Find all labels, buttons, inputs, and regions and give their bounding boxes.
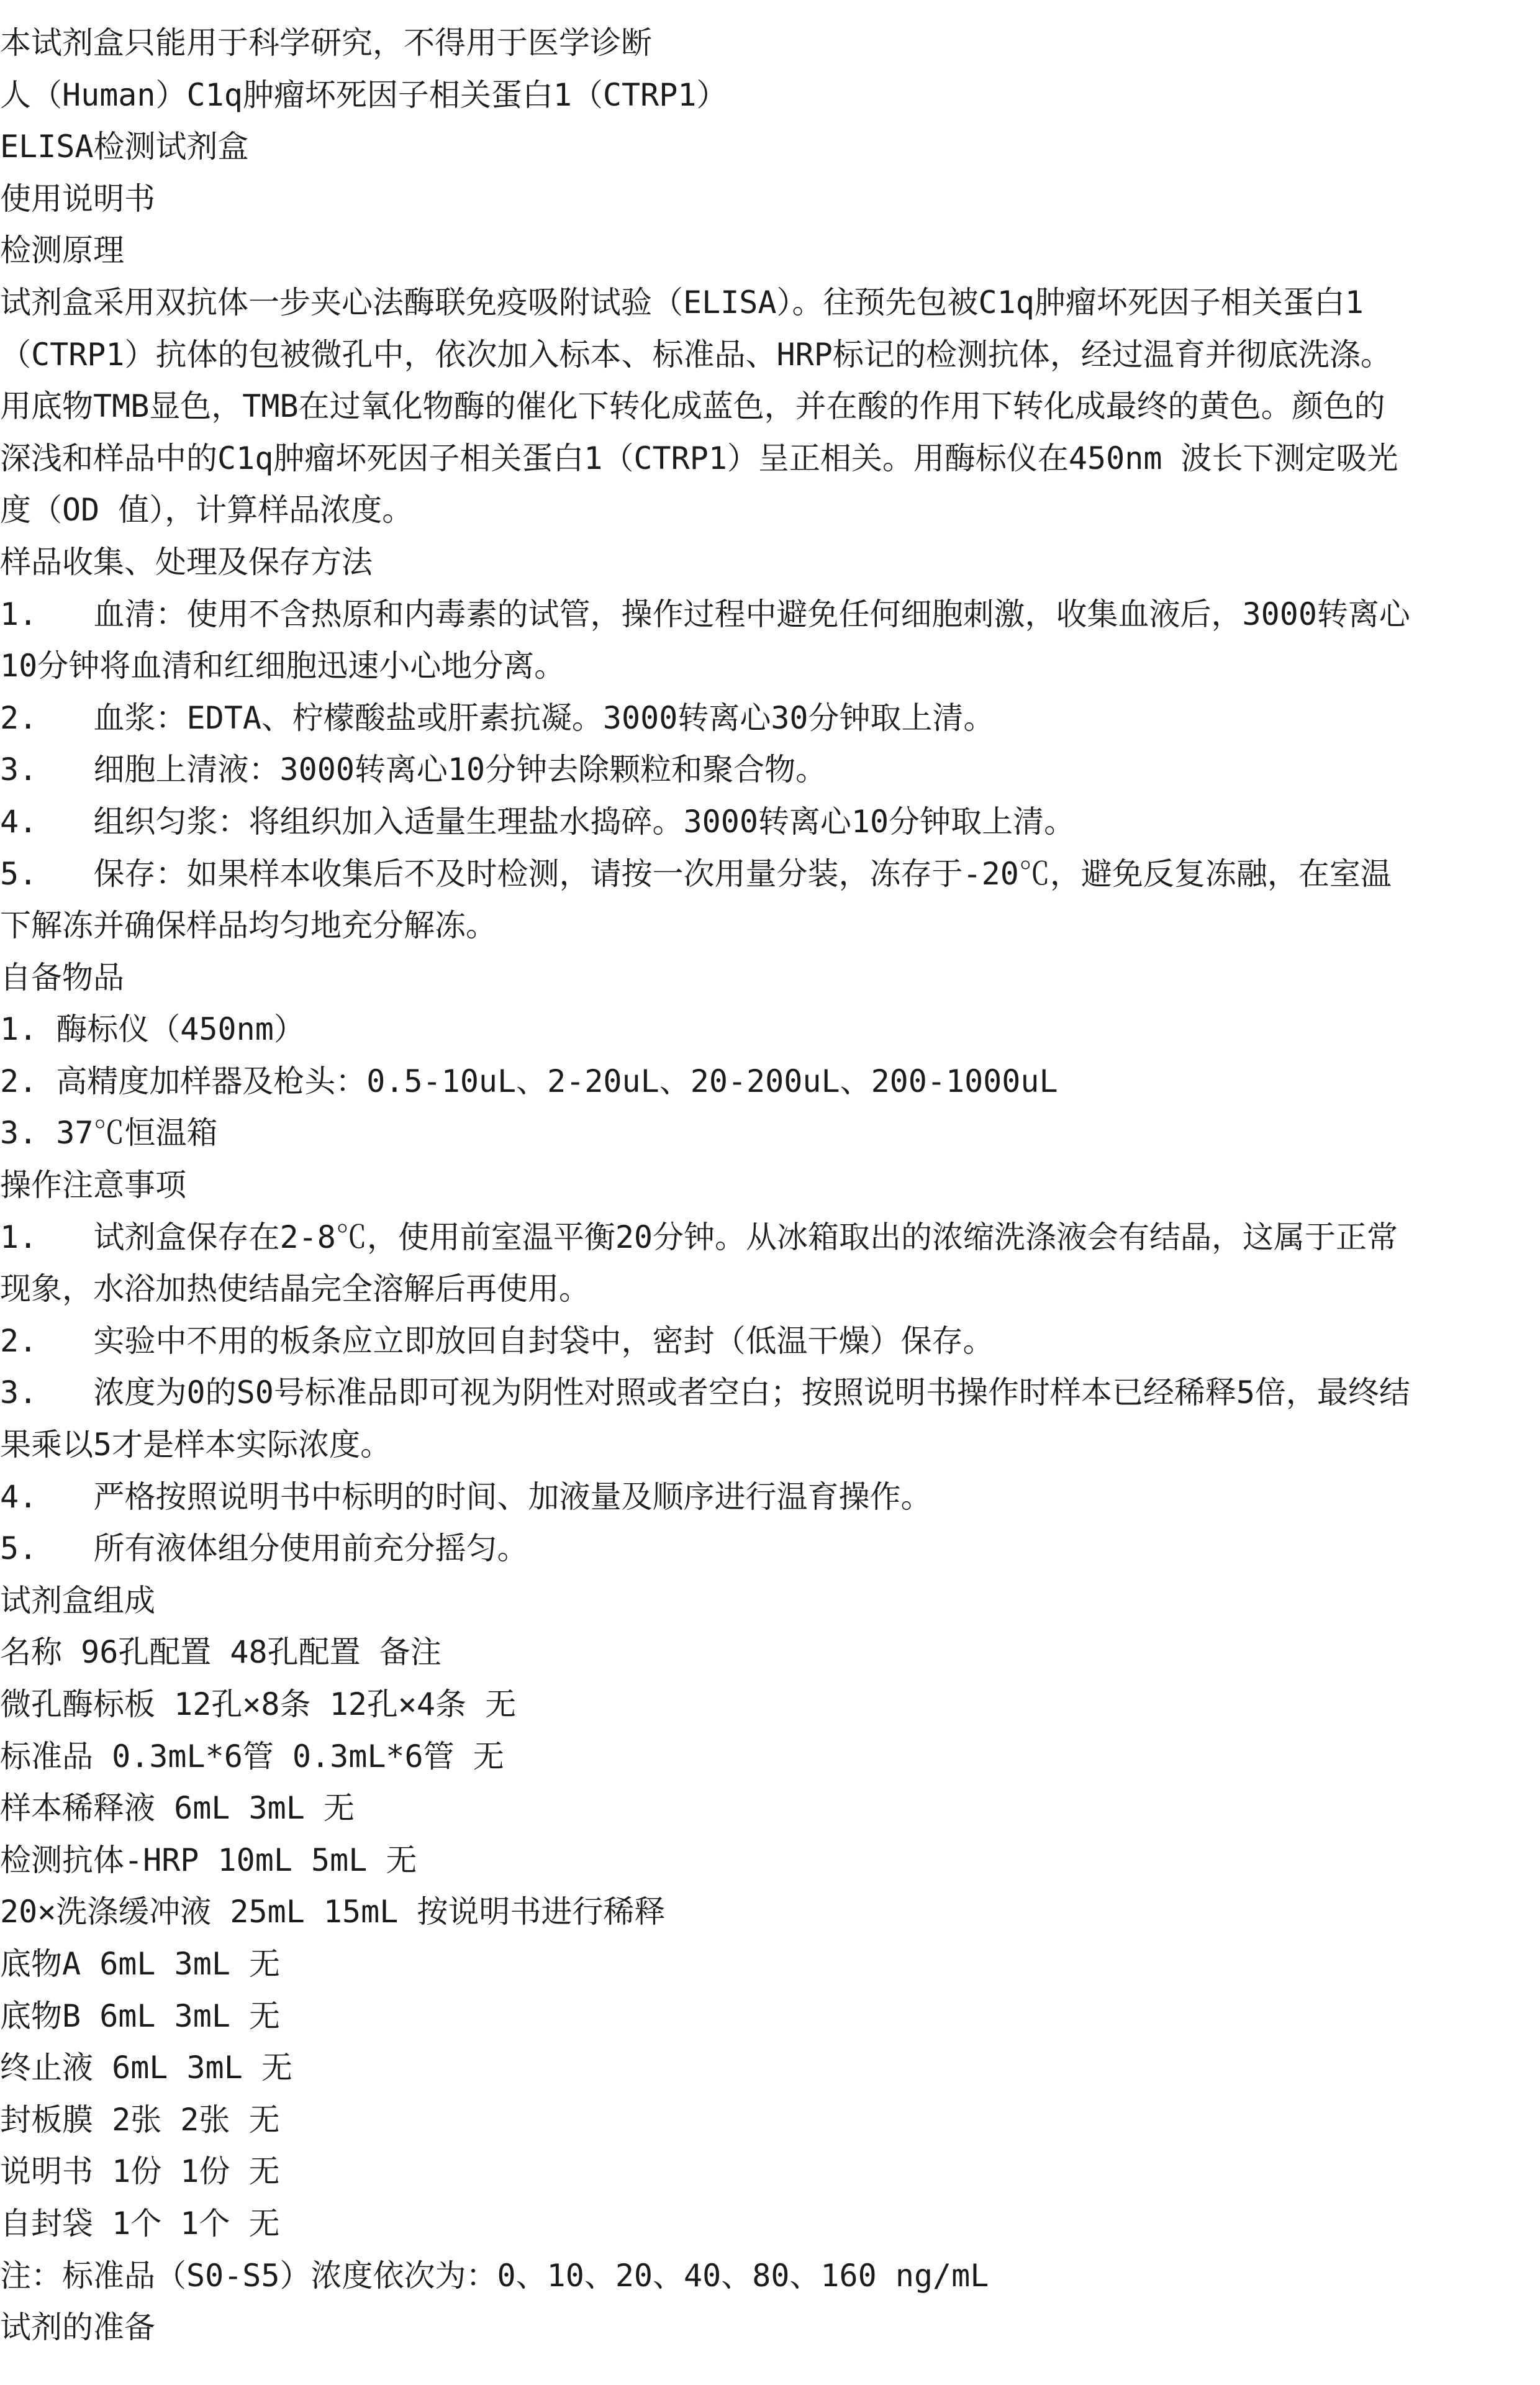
sample-list-item-continued: 10分钟将血清和红细胞迅速小心地分离。 [0,648,566,684]
section-heading-precautions: 操作注意事项 [0,1167,186,1204]
section-heading-sample: 样品收集、处理及保存方法 [0,543,373,580]
components-row: 检测抗体-HRP 10mL 5mL 无 [0,1842,417,1878]
sample-list-item-continued: 下解冻并确保样品均匀地充分解冻。 [0,907,497,944]
components-row: 自封袋 1个 1个 无 [0,2205,280,2242]
principle-text-line: 用底物TMB显色，TMB在过氧化物酶的催化下转化成蓝色，并在酸的作用下转化成最终的黄色。颜色的 [0,388,1385,425]
product-subtitle-line: ELISA检测试剂盒 [0,129,249,165]
disclaimer-line: 本试剂盒只能用于科学研究，不得用于医学诊断 [0,25,652,61]
sample-list-item: 1. 血清：使用不含热原和内毒素的试管，操作过程中避免任何细胞刺激，收集血液后，3000转离心 [0,596,1410,632]
supplies-list-item: 3. 37℃恒温箱 [0,1115,218,1152]
principle-text-line: （CTRP1）抗体的包被微孔中，依次加入标本、标准品、HRP标记的检测抗体，经过温育并彻底洗涤。 [0,336,1392,373]
section-heading-components: 试剂盒组成 [0,1582,155,1619]
standards-note: 注：标准品（S0-S5）浓度依次为：0、10、20、40、80、160 ng/mL [0,2257,989,2294]
components-row: 微孔酶标板 12孔×8条 12孔×4条 无 [0,1686,517,1722]
section-heading-preparation: 试剂的准备 [0,2309,155,2346]
manual-heading: 使用说明书 [0,180,155,217]
precautions-list-item: 4. 严格按照说明书中标明的时间、加液量及顺序进行温育操作。 [0,1478,932,1515]
components-row: 样本稀释液 6mL 3mL 无 [0,1790,355,1827]
components-row: 标准品 0.3mL*6管 0.3mL*6管 无 [0,1738,504,1774]
components-header-row: 名称 96孔配置 48孔配置 备注 [0,1634,442,1671]
document-page [0,17,1534,2354]
precautions-list-item: 2. 实验中不用的板条应立即放回自封袋中，密封（低温干燥）保存。 [0,1322,994,1359]
components-row: 底物B 6mL 3mL 无 [0,1997,281,2034]
sample-list-item: 3. 细胞上清液：3000转离心10分钟去除颗粒和聚合物。 [0,752,827,788]
components-row: 20×洗涤缓冲液 25mL 15mL 按说明书进行稀释 [0,1894,666,1930]
components-row: 说明书 1份 1份 无 [0,2153,280,2190]
components-row: 底物A 6mL 3mL 无 [0,1945,281,1982]
product-title-line: 人（Human）C1q肿瘤坏死因子相关蛋白1（CTRP1） [0,76,728,113]
supplies-list-item: 2. 高精度加样器及枪头：0.5-10uL、2-20uL、20-200uL、200-1000uL [0,1063,1058,1099]
sample-list-item: 2. 血浆：EDTA、柠檬酸盐或肝素抗凝。3000转离心30分钟取上清。 [0,699,995,736]
section-heading-principle: 检测原理 [0,232,124,269]
sample-list-item: 5. 保存：如果样本收集后不及时检测，请按一次用量分装，冻存于-20℃，避免反复冻融，在室温 [0,855,1392,892]
precautions-list-item-continued: 现象，水浴加热使结晶完全溶解后再使用。 [0,1271,590,1307]
principle-text-line: 深浅和样品中的C1q肿瘤坏死因子相关蛋白1（CTRP1）呈正相关。用酶标仪在450nm 波长下测定吸光 [0,440,1398,476]
principle-text-line: 度（OD 值），计算样品浓度。 [0,492,414,529]
precautions-list-item: 1. 试剂盒保存在2-8℃，使用前室温平衡20分钟。从冰箱取出的浓缩洗涤液会有结晶，这属于正常 [0,1219,1398,1255]
precautions-list-item-continued: 果乘以5才是样本实际浓度。 [0,1427,392,1463]
components-row: 封板膜 2张 2张 无 [0,2101,280,2138]
section-heading-supplies: 自备物品 [0,959,124,996]
sample-list-item: 4. 组织匀浆：将组织加入适量生理盐水捣碎。3000转离心10分钟取上清。 [0,803,1076,840]
supplies-list-item: 1. 酶标仪（450nm） [0,1011,305,1048]
precautions-list-item: 5. 所有液体组分使用前充分摇匀。 [0,1530,528,1567]
components-row: 终止液 6mL 3mL 无 [0,2050,292,2086]
principle-text-line: 试剂盒采用双抗体一步夹心法酶联免疫吸附试验（ELISA）。往预先包被C1q肿瘤坏死因子相关蛋白1 [0,284,1364,320]
precautions-list-item: 3. 浓度为0的S0号标准品即可视为阴性对照或者空白；按照说明书操作时样本已经稀释5倍，最终结 [0,1374,1410,1411]
